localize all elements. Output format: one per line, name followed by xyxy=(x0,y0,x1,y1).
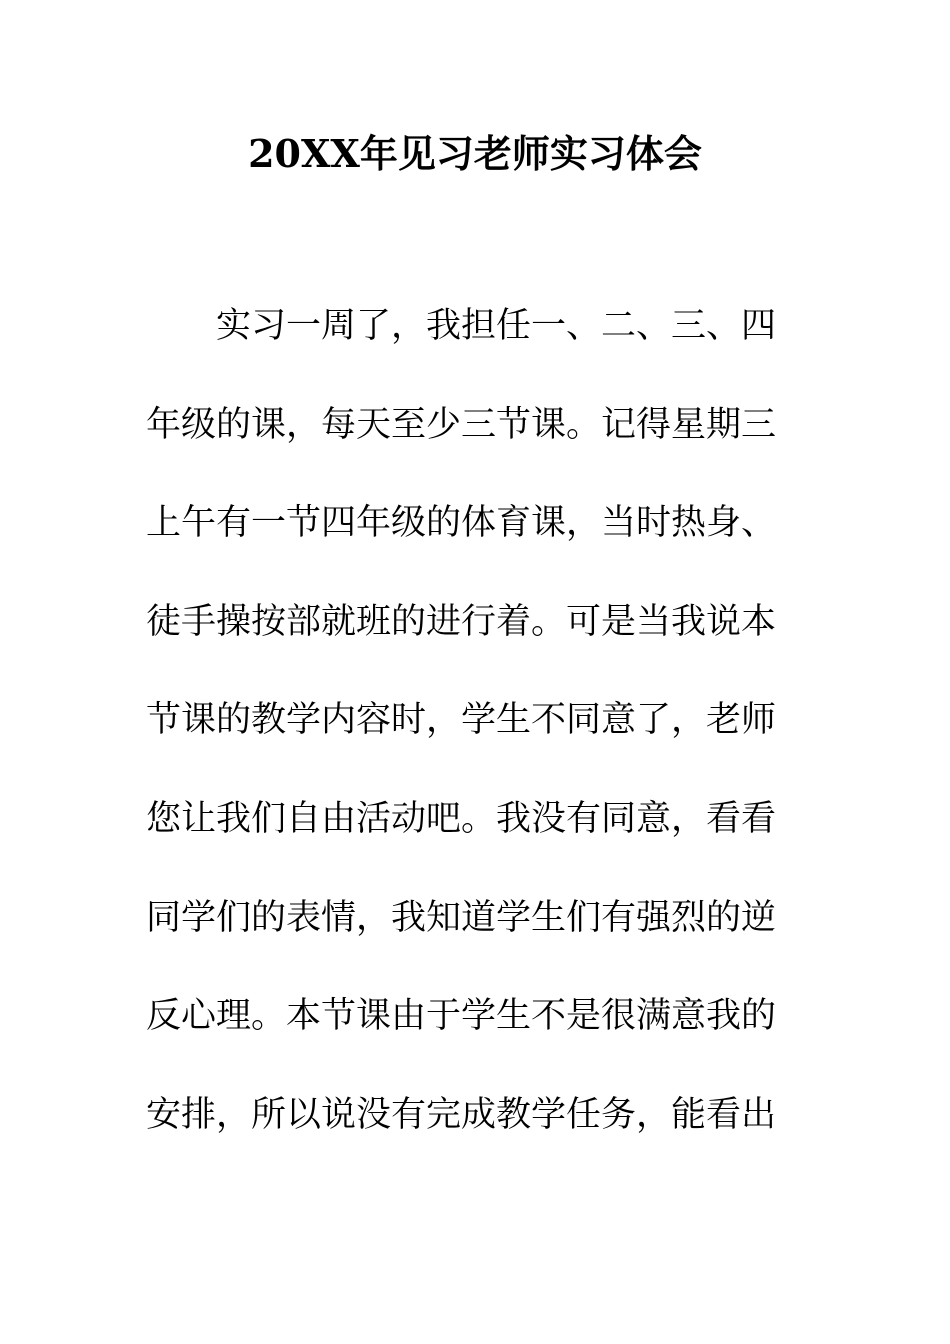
paragraph-line: 反心理。本节课由于学生不是很满意我的 xyxy=(146,996,777,1037)
document-body xyxy=(146,302,786,1189)
paragraph-line: 您让我们自由活动吧。我没有同意，看看 xyxy=(146,798,777,839)
paragraph-line: 安排，所以说没有完成教学任务，能看出 xyxy=(146,1094,777,1135)
paragraph-line: 节课的教学内容时，学生不同意了，老师 xyxy=(146,700,777,741)
document-title: 20XX年见习老师实习体会 xyxy=(248,131,702,176)
paragraph-line: 年级的课，每天至少三节课。记得星期三 xyxy=(146,404,777,445)
paragraph-line: 上午有一节四年级的体育课，当时热身、 xyxy=(146,503,777,544)
paragraph-line: 徒手操按部就班的进行着。可是当我说本 xyxy=(146,601,777,642)
paragraph-line: 同学们的表情，我知道学生们有强烈的逆 xyxy=(146,897,777,938)
paragraph-line: 实习一周了，我担任一、二、三、四 xyxy=(216,306,777,346)
